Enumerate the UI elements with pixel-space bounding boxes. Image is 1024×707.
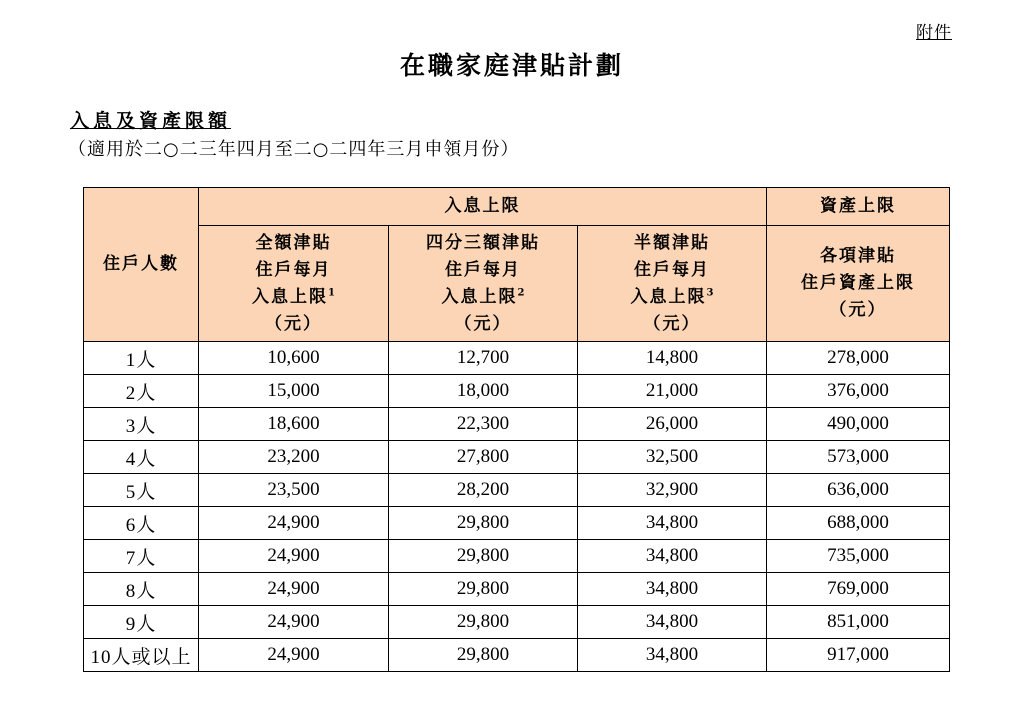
section-subtitle: （適用於二○二三年四月至二○二四年三月申領月份）: [68, 139, 520, 160]
footnote-marker: 1: [328, 286, 335, 298]
household-size-cell: 6人: [84, 507, 199, 540]
asset-limit-cell: 636,000: [767, 474, 950, 507]
asset-limit-cell: 851,000: [767, 606, 950, 639]
half-rate-cell: 26,000: [578, 408, 767, 441]
footnote-marker: 2: [517, 286, 525, 298]
full-rate-cell: 15,000: [199, 375, 389, 408]
section-title: 入息及資產限額: [70, 110, 232, 132]
household-size-cell: 2人: [84, 375, 199, 408]
footnote-marker: 3: [706, 286, 714, 298]
three-quarter-rate-cell: 22,300: [389, 408, 578, 441]
full-rate-cell: 24,900: [199, 540, 389, 573]
table-row: [84, 375, 950, 408]
full-rate-cell: 24,900: [199, 507, 389, 540]
half-rate-cell: 34,800: [578, 540, 767, 573]
half-rate-cell: 34,800: [578, 507, 767, 540]
household-size-cell: 5人: [84, 474, 199, 507]
header-row: [84, 188, 950, 226]
full-rate-cell: 23,200: [199, 441, 389, 474]
household-size-cell: 1人: [84, 342, 199, 375]
full-rate-header: 全額津貼 住戶每月 入息上限$^1$ （元）: [199, 226, 389, 342]
asset-limit-cell: 917,000: [767, 639, 950, 672]
three-quarter-rate-cell: 12,700: [389, 342, 578, 375]
annex-label: 附件: [916, 23, 952, 43]
three-quarter-rate-cell: 28,200: [389, 474, 578, 507]
half-rate-header: 半額津貼 住戶每月 入息上限$^3$ （元）: [578, 226, 767, 342]
three-quarter-rate-cell: 29,800: [389, 540, 578, 573]
household-size-cell: 9人: [84, 606, 199, 639]
half-rate-cell: 34,800: [578, 573, 767, 606]
subheader-row: [84, 226, 950, 342]
asset-limit-cell: 688,000: [767, 507, 950, 540]
three-quarter-rate-cell: 27,800: [389, 441, 578, 474]
table-row: [84, 507, 950, 540]
three-quarter-rate-cell: 29,800: [389, 573, 578, 606]
household-size-cell: 3人: [84, 408, 199, 441]
three-quarter-rate-cell: 18,000: [389, 375, 578, 408]
half-rate-cell: 14,800: [578, 342, 767, 375]
asset-limit-cell: 376,000: [767, 375, 950, 408]
asset-limit-cell: 573,000: [767, 441, 950, 474]
income-limit-header: 入息上限: [199, 188, 767, 226]
half-rate-cell: 32,500: [578, 441, 767, 474]
table-row: [84, 474, 950, 507]
table-row: [84, 342, 950, 375]
three-quarter-rate-cell: 29,800: [389, 507, 578, 540]
full-rate-cell: 23,500: [199, 474, 389, 507]
household-size-cell: 4人: [84, 441, 199, 474]
asset-limit-header: 資產上限: [767, 188, 950, 226]
full-rate-cell: 18,600: [199, 408, 389, 441]
full-rate-cell: 10,600: [199, 342, 389, 375]
half-rate-cell: 34,800: [578, 639, 767, 672]
table-row: [84, 639, 950, 672]
limits-table: [83, 187, 950, 672]
three-quarter-rate-cell: 29,800: [389, 639, 578, 672]
half-rate-cell: 32,900: [578, 474, 767, 507]
full-rate-cell: 24,900: [199, 639, 389, 672]
household-size-header: 住戶人數: [84, 188, 199, 342]
household-size-cell: 10人或以上: [84, 639, 199, 672]
asset-limit-cell: 769,000: [767, 573, 950, 606]
table-row: [84, 606, 950, 639]
full-rate-cell: 24,900: [199, 573, 389, 606]
three-quarter-rate-header: 四分三額津貼 住戶每月 入息上限$^2$ （元）: [389, 226, 578, 342]
household-size-cell: 8人: [84, 573, 199, 606]
half-rate-cell: 34,800: [578, 606, 767, 639]
three-quarter-rate-cell: 29,800: [389, 606, 578, 639]
table-row: [84, 408, 950, 441]
asset-limit-cell: 735,000: [767, 540, 950, 573]
asset-limit-cell: 278,000: [767, 342, 950, 375]
table-row: [84, 573, 950, 606]
table-row: [84, 540, 950, 573]
full-rate-cell: 24,900: [199, 606, 389, 639]
asset-limit-cell: 490,000: [767, 408, 950, 441]
half-rate-cell: 21,000: [578, 375, 767, 408]
household-size-cell: 7人: [84, 540, 199, 573]
table-row: [84, 441, 950, 474]
asset-header: 各項津貼 住戶資產上限 （元）: [767, 226, 950, 342]
page-title: 在職家庭津貼計劃: [399, 51, 624, 80]
